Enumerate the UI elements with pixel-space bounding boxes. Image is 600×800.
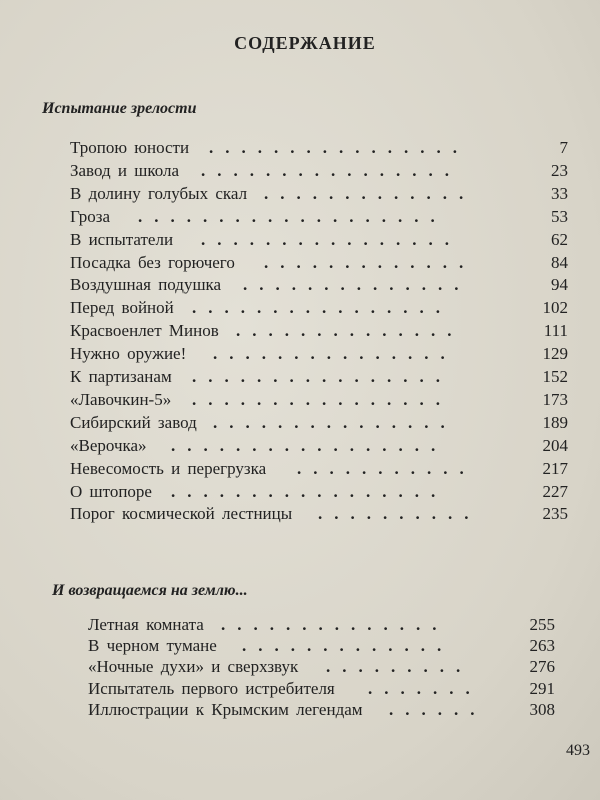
entry-page-number: 53 [551,206,568,226]
dot-leader: ...... [389,699,487,719]
toc-entry [70,321,568,345]
entry-page-number: 173 [542,389,568,409]
page-number: 493 [566,742,590,759]
section-heading: И возвращаемся на землю... [52,582,248,599]
dot-leader: ................ [209,138,469,157]
entry-title: Испытатель первого истребителя [88,678,335,698]
entry-page-number: 227 [542,481,568,501]
entry-page-number: 7 [559,138,568,157]
dot-leader: ......... [326,657,473,677]
dot-leader: ................ [192,367,452,386]
toc-entry [70,344,568,368]
dot-leader: ................. [171,481,448,501]
entry-page-number: 291 [529,678,555,698]
dot-leader: ................ [192,298,452,318]
entry-title: Невесомость и перегрузка [70,458,267,478]
toc-entry [70,504,568,528]
entry-title: Нужно оружие! [70,344,187,364]
dot-leader: .......... [318,504,481,524]
dot-leader: ................ [201,160,461,180]
dot-leader: ............... [213,412,457,432]
entry-page-number: 102 [542,298,568,318]
entry-title: Воздушная подушка [70,275,222,295]
toc-entry [70,367,568,391]
toc-entry [70,390,568,414]
dot-leader: .............. [243,275,471,295]
entry-page-number: 111 [543,321,568,341]
toc-entry [70,253,568,277]
dot-leader: ............. [242,636,454,656]
dot-leader: ................... [138,206,447,226]
toc-entry [70,161,568,185]
entry-page-number: 217 [542,458,568,478]
entry-page-number: 204 [542,435,568,455]
entry-title: Перед войной [70,298,174,318]
entry-page-number: 235 [542,504,568,524]
entry-title: Тропою юности [70,138,190,157]
dot-leader: ............. [264,252,476,272]
entry-page-number: 84 [551,252,568,272]
entry-page-number: 308 [529,699,555,719]
dot-leader: ........... [297,458,476,478]
entry-page-number: 129 [542,344,568,364]
entry-title: «Ночные духи» и сверхзвук [88,657,299,677]
entry-title: Сибирский завод [70,412,197,432]
toc-entry [88,700,555,724]
toc-entry [70,184,568,208]
toc-entry [70,459,568,483]
page-title: СОДЕРЖАНИЕ [234,33,376,53]
entry-title: В испытатели [70,229,174,249]
dot-leader: ................ [192,389,452,409]
entry-page-number: 62 [551,229,568,249]
entry-title: «Лавочкин-5» [70,389,172,409]
toc-entry [70,482,568,506]
entry-page-number: 255 [529,615,555,634]
dot-leader: ............... [213,344,457,364]
entry-page-number: 263 [529,636,555,656]
dot-leader: .............. [221,615,449,634]
entry-page-number: 94 [551,275,568,295]
entry-page-number: 152 [542,367,568,386]
dot-leader: .............. [236,321,464,341]
entry-title: Порог космической лестницы [70,504,293,524]
entry-page-number: 276 [529,657,555,677]
entry-title: Завод и школа [70,160,180,180]
toc-entry [70,207,568,231]
entry-title: Красвоенлет Минов [70,321,219,341]
entry-title: В долину голубых скал [70,183,248,203]
entry-title: В черном тумане [88,636,217,656]
toc-entry [70,138,568,162]
toc-entry [70,436,568,460]
entry-title: Посадка без горючего [70,252,235,272]
entry-page-number: 23 [551,160,568,180]
section-heading: Испытание зрелости [42,100,197,117]
entry-title: К партизанам [70,367,172,386]
entry-title: О штопоре [70,481,152,501]
entry-page-number: 189 [542,412,568,432]
dot-leader: ....... [368,678,482,698]
dot-leader: ................. [171,435,448,455]
entry-title: Гроза [70,206,111,226]
toc-entry [70,230,568,254]
entry-title: Иллюстрации к Крымским легендам [88,699,363,719]
entry-title: Летная комната [88,615,204,634]
dot-leader: ................ [201,229,461,249]
entry-title: «Верочка» [70,435,147,455]
toc-entry [70,275,568,299]
entry-page-number: 33 [551,183,568,203]
toc-entry [70,413,568,437]
toc-entry [70,298,568,322]
dot-leader: ............. [264,183,476,203]
